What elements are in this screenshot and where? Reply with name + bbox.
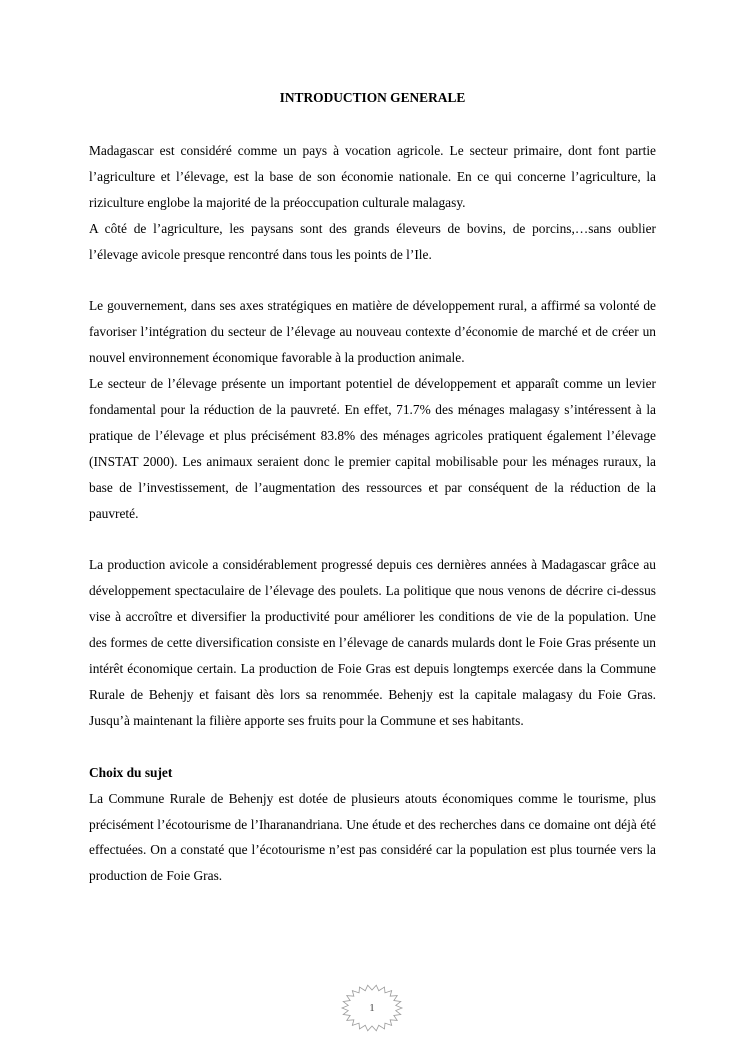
- paragraph-5: La production avicole a considérablement progressé depuis ces dernières années à Madagascar grâce au développement spectaculaire de l’élevage des poulets. La politique que nous venons de décrire ci-dessus vise à accroître et diversifier la productivité pour améliorer les conditions de vie de la population. Une des formes de cette diversification consiste en l’élevage de canards mulards dont le Foie Gras présente un intérêt économique certain. La production de Foie Gras est depuis longtemps exercée dans la Commune Rurale de Behenjy et faisant dès lors sa renommée. Behenjy est la capitale malagasy du Foie Gras. Jusqu’à maintenant la filière apporte ses fruits pour la Commune et ses habitants.: [89, 557, 656, 728]
- paragraph-2: A côté de l’agriculture, les paysans sont des grands éleveurs de bovins, de porcins,…sans oublier l’élevage avicole presque rencontré dans tous les points de l’Ile.: [89, 220, 656, 262]
- paragraph-1: Madagascar est considéré comme un pays à vocation agricole. Le secteur primaire, dont font partie l’agriculture et l’élevage, est la base de son économie nationale. En ce qui concerne l’agriculture, la riziculture englobe la majorité de la préoccupation culturale malagasy.: [89, 143, 656, 210]
- document-title: INTRODUCTION GENERALE: [279, 90, 466, 105]
- section-paragraph: La Commune Rurale de Behenjy est dotée de plusieurs atouts économiques comme le tourisme, plus précisément l’écotourisme de l’Iharanandriana. Une étude et des recherches dans ce domaine ont déjà été effectuées. On a constaté que l’écotourisme n’est pas considéré car la population est plus tournée vers la production de Foie Gras.: [89, 790, 656, 884]
- page-number: 1: [369, 1002, 375, 1014]
- paragraph-spacer: [89, 268, 656, 294]
- document-body: [89, 138, 656, 889]
- paragraph-3: Le gouvernement, dans ses axes stratégiques en matière de développement rural, a affirmé sa volonté de favoriser l’intégration du secteur de l’élevage au nouveau contexte d’économie de marché et de créer un nouvel environnement économique favorable à la production animale.: [89, 298, 656, 366]
- section-heading: Choix du sujet: [89, 764, 173, 780]
- page-number-badge: [340, 983, 404, 1033]
- paragraph-spacer: [89, 527, 656, 553]
- paragraph-4: Le secteur de l’élevage présente un important potentiel de développement et apparaît comme un levier fondamental pour la réduction de la pauvreté. En effet, 71.7% des ménages malagasy s’intéressent à la pratique de l’élevage et plus précisément 83.8% des ménages agricoles pratiquent également l’élevage (INSTAT 2000). Les animaux seraient donc le premier capital mobilisable pour les ménages ruraux, la base de l’investissement, de l’augmentation des ressources et par conséquent de la réduction de la pauvreté.: [89, 376, 656, 521]
- paragraph-spacer: [89, 734, 656, 760]
